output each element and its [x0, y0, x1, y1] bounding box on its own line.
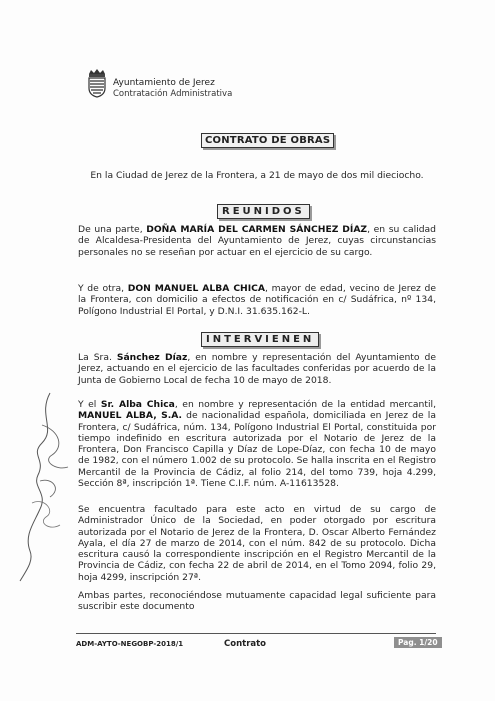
footer-label: Contrato	[224, 639, 267, 649]
org-name: Ayuntamiento de Jerez	[113, 78, 215, 88]
page-number-badge: Pag. 1/20	[394, 637, 442, 648]
paragraph-powers: Se encuentra facultado para este acto en virtud de su cargo de Administrador Único de la Sociedad, en poder otorgado por escritura autorizada por el Notario de Jerez de la Frontera, D. Oscar Alberto Fernández Ayala, el día 27 de marzo de 2014, con el núm. 842 de su protocolo. Dicha escritura causó la correspondiente inscripción en el Registro Mercantil de la Provincia de Cádiz, con fecha 22 de abril de 2014, en el Tomo 2094, folio 29, hoja 4299, inscripción 27ª.	[78, 504, 436, 583]
paragraph-closing: Ambas partes, reconociéndose mutuamente capacidad legal suficiente para suscribir este documento	[78, 590, 436, 613]
footer-reference: ADM-AYTO-NEGOBP-2018/1	[76, 640, 184, 648]
paragraph-party-two: Y de otra, DON MANUEL ALBA CHICA, mayor de edad, vecino de Jerez de la Frontera, con domicilio a efectos de notificación en c/ Sudáfrica, nº 134, Polígono Industrial El Portal, y D.N.I. 31.635.162-L.	[78, 283, 436, 317]
section-heading-intervienen: INTERVIENEN	[201, 332, 319, 347]
paragraph-intervention-two: Y el Sr. Alba Chica, en nombre y representación de la entidad mercantil, MANUEL ALBA, S.A. de nacionalidad española, domiciliada en Jerez de la Frontera, c/ Sudáfrica, núm. 134, Polígono Industrial El Portal, constituida por tiempo indefinido en escritura autorizada por el Notario de Jerez de la Frontera, Don Francisco Capilla y Díaz de Lope-Díaz, con fecha 10 de mayo de 1982, con el número 1.002 de su protocolo. Se halla inscrita en el Registro Mercantil de la Provincia de Cádiz, al folio 214, del tomo 739, hoja 4.299, Sección 8ª, inscripción 1ª. Tiene C.I.F. núm. A-11613528.	[78, 399, 436, 490]
section-heading-reunidos: REUNIDOS	[217, 204, 310, 219]
org-subtitle: Contratación Administrativa	[113, 89, 233, 99]
coat-of-arms-icon	[86, 68, 108, 98]
handwritten-signature	[12, 385, 82, 585]
footer-divider	[76, 633, 436, 634]
document-title: CONTRATO DE OBRAS	[201, 133, 334, 148]
paragraph-intervention-one: La Sra. Sánchez Díaz, en nombre y representación del Ayuntamiento de Jerez, actuando en el ejercicio de las facultades conferidas por acuerdo de la Junta de Gobierno Local de fecha 10 de mayo de 2018.	[78, 352, 436, 386]
paragraph-party-one: De una parte, DOÑA MARÍA DEL CARMEN SÁNCHEZ DÍAZ, en su calidad de Alcaldesa-Presidenta del Ayuntamiento de Jerez, cuyas circunstancias personales no se reseñan por actuar en el ejercicio de su cargo.	[78, 224, 436, 258]
intro-paragraph: En la Ciudad de Jerez de la Frontera, a 21 de mayo de dos mil dieciocho.	[90, 170, 424, 181]
